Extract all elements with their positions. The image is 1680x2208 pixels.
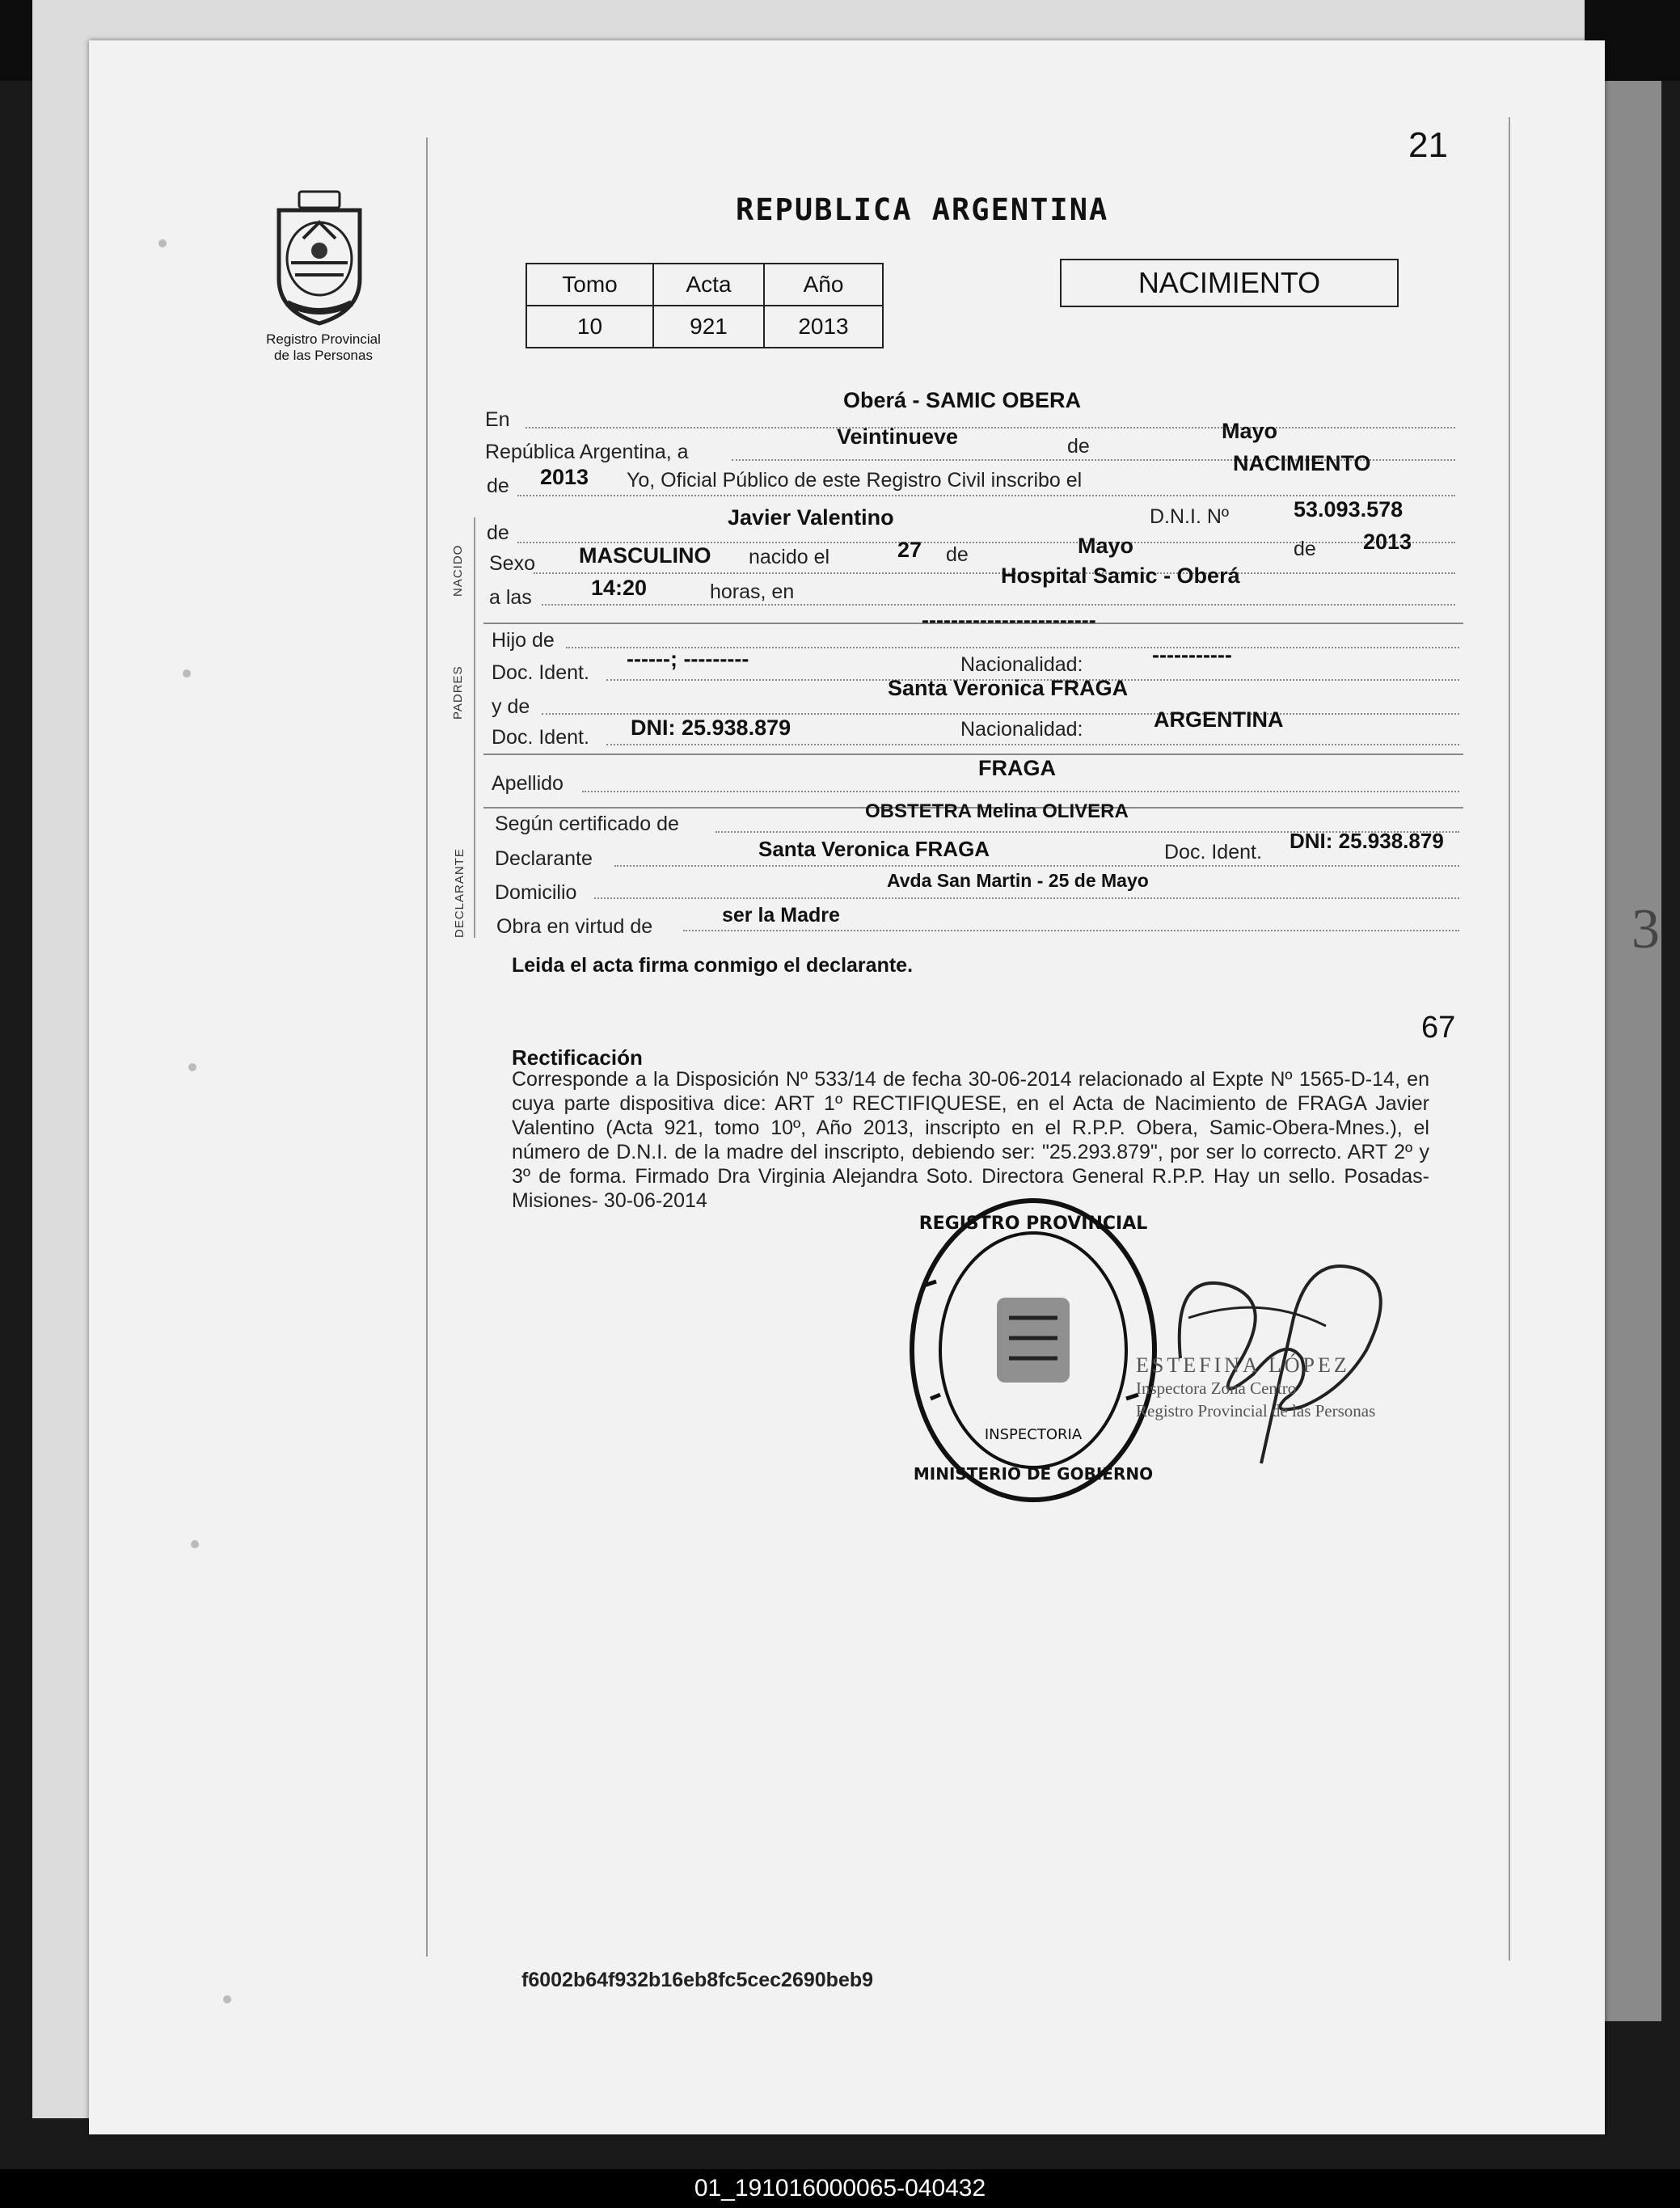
footer-id: 01_191016000065-040432: [0, 2169, 1680, 2208]
value-dni: 53.093.578: [1294, 497, 1404, 521]
signature-name: ESTEFINA LÓPEZ: [1136, 1353, 1350, 1377]
signature-org: Registro Provincial de las Personas: [1136, 1401, 1376, 1421]
signature-role: Inspectora Zona Centro: [1136, 1378, 1297, 1398]
label-republica: República Argentina, a: [485, 441, 689, 463]
closing-statement: Leida el acta firma conmigo el declarante.: [512, 954, 914, 977]
margin-mark: 3: [1631, 898, 1660, 960]
label-segun-cert: Según certificado de: [495, 813, 679, 835]
svg-text:INSPECTORIA: INSPECTORIA: [984, 1426, 1083, 1443]
left-frame-line: [426, 137, 428, 1957]
registry-table-values: [526, 306, 883, 348]
dotted-line: [606, 744, 1459, 745]
rectificacion-body: Corresponde a la Disposición Nº 533/14 de fecha 30-06-2014 relacionado al Expte Nº 1565-D-14, en cuya parte dispositiva dice: ART 1º RECTIFIQUESE, en el Acta de Nacimiento de FRAGA Javier Valentino (Acta 921, tomo 10º, Año 2013, inscripto en el R.P.P. Obera, Samic-Obera-Mnes.), el número de D.N.I. de la madre del inscripto, debiendo ser: "25.293.879", por ser lo correcto. ART 2º y 3º de forma. Firmado Dra Virginia Alejandra Soto. Directora General R.P.P. Hay un sello. Posadas- Misiones- 30-06-2014: [512, 1068, 1429, 1212]
dotted-line: [526, 427, 1455, 429]
dotted-line: [534, 572, 1455, 574]
rectificacion-page-number: 67: [1421, 1011, 1456, 1045]
label-de-dia: de: [946, 543, 969, 566]
header-tomo: Tomo: [526, 264, 653, 306]
label-a-las: a las: [489, 586, 532, 609]
value-acta: 921: [653, 306, 764, 348]
value-tipo: NACIMIENTO: [1233, 451, 1371, 475]
header-acta: Acta: [653, 264, 764, 306]
value-sexo: MASCULINO: [579, 543, 711, 568]
label-y-de: y de: [492, 695, 530, 718]
label-yo-oficial: Yo, Oficial Público de este Registro Civil inscribo el: [627, 469, 1083, 492]
province-shield-icon: [267, 190, 372, 327]
label-de-anio: de: [487, 475, 509, 497]
label-doc-ident-decl: Doc. Ident.: [1164, 841, 1262, 863]
punch-hole: [223, 1995, 231, 2003]
label-nacionalidad-1: Nacionalidad:: [960, 653, 1083, 676]
label-hijo-de: Hijo de: [492, 629, 555, 652]
value-lugar: Oberá - SAMIC OBERA: [843, 388, 1082, 412]
dotted-line: [582, 791, 1459, 792]
logo-caption-line2: de las Personas: [274, 348, 373, 363]
label-domicilio: Domicilio: [495, 881, 577, 904]
value-declarante-doc: DNI: 25.938.879: [1290, 829, 1444, 853]
value-madre-doc: DNI: 25.938.879: [631, 716, 791, 740]
value-padre: ------------------------: [922, 608, 1096, 632]
label-en: En: [485, 408, 510, 431]
label-doc-ident-1: Doc. Ident.: [492, 661, 589, 684]
label-de-anio-nac: de: [1294, 538, 1316, 560]
header-anio: Año: [764, 264, 883, 306]
value-anio-nac: 2013: [1363, 530, 1412, 554]
registry-table: [526, 263, 884, 348]
dotted-line: [517, 495, 1455, 496]
label-doc-ident-2: Doc. Ident.: [492, 726, 589, 749]
svg-text:MINISTERIO DE GOBIERNO: MINISTERIO DE GOBIERNO: [913, 1464, 1154, 1484]
section-separator: [483, 754, 1463, 755]
rectificacion-title: Rectificación: [512, 1045, 643, 1070]
page-number: 21: [1408, 125, 1448, 165]
label-declarante: Declarante: [495, 847, 593, 870]
value-lugar-nac: Hospital Samic - Oberá: [1001, 564, 1240, 588]
value-dia-texto: Veintinueve: [837, 424, 959, 449]
punch-hole: [191, 1540, 199, 1548]
value-mes-nac: Mayo: [1078, 534, 1134, 558]
dotted-line: [614, 865, 1459, 867]
value-dia-nac: 27: [897, 538, 922, 562]
punch-hole: [158, 239, 167, 247]
label-dni: D.N.I. Nº: [1150, 505, 1230, 528]
value-nombre: Javier Valentino: [728, 505, 894, 530]
dotted-line: [542, 604, 1455, 606]
value-hora: 14:20: [591, 576, 648, 600]
label-apellido: Apellido: [492, 772, 564, 795]
value-virtud: ser la Madre: [722, 904, 840, 927]
label-nacionalidad-2: Nacionalidad:: [960, 718, 1083, 741]
dotted-line: [542, 713, 1459, 715]
svg-text:REGISTRO PROVINCIAL: REGISTRO PROVINCIAL: [918, 1214, 1148, 1234]
value-anio: 2013: [764, 306, 883, 348]
value-madre-nac: ARGENTINA: [1154, 707, 1284, 732]
punch-hole: [188, 1063, 196, 1071]
label-horas-en: horas, en: [710, 580, 795, 603]
logo-caption: [251, 331, 396, 364]
value-madre: Santa Veronica FRAGA: [888, 676, 1129, 700]
value-domicilio: Avda San Martin - 25 de Mayo: [887, 870, 1149, 891]
label-sexo: Sexo: [489, 552, 535, 575]
document-title: REPUBLICA ARGENTINA: [736, 192, 1109, 227]
dotted-line: [594, 897, 1459, 899]
value-apellido: FRAGA: [978, 756, 1056, 780]
value-tomo: 10: [526, 306, 653, 348]
punch-hole: [183, 669, 191, 678]
right-frame-line: [1509, 117, 1510, 1961]
value-declarante: Santa Veronica FRAGA: [758, 837, 990, 861]
side-label-nacido: NACIDO: [451, 544, 465, 597]
side-label-padres: PADRES: [451, 665, 465, 720]
official-stamp-icon: [908, 1197, 1159, 1504]
document-hash: f6002b64f932b16eb8fc5cec2690beb9: [521, 1969, 874, 1991]
side-label-declarante: DECLARANTE: [453, 848, 466, 938]
value-padre-doc: ------; ---------: [627, 647, 749, 671]
label-nacido-el: nacido el: [749, 546, 830, 568]
value-mes: Mayo: [1222, 419, 1278, 443]
dotted-line: [683, 930, 1459, 931]
value-anio: 2013: [540, 465, 589, 489]
label-de-mes: de: [1067, 435, 1090, 458]
record-type-box: NACIMIENTO: [1060, 259, 1399, 307]
section-frame-line: [474, 517, 475, 938]
label-obra-virtud: Obra en virtud de: [496, 915, 653, 938]
logo-caption-line1: Registro Provincial: [266, 331, 381, 347]
value-certificado: OBSTETRA Melina OLIVERA: [865, 800, 1129, 822]
label-de-nombre: de: [487, 521, 509, 544]
signature-text: [1136, 1354, 1375, 1422]
value-padre-nac: -----------: [1152, 643, 1232, 667]
registry-table-header: [526, 264, 883, 306]
